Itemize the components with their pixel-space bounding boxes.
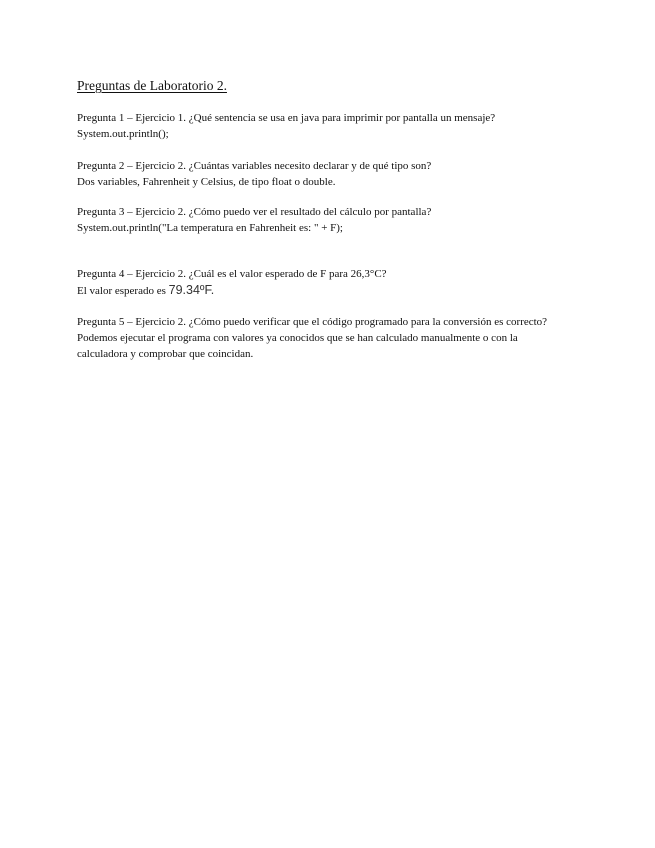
answer-4-prefix: El valor esperado es: [77, 285, 169, 297]
question-5-text: Pregunta 5 – Ejercicio 2. ¿Cómo puedo verificar que el código programado para la conversión es correcto?: [77, 316, 548, 328]
question-block-3: [77, 204, 557, 236]
question-block-4: [77, 266, 557, 299]
answer-4-line: [77, 282, 557, 299]
answer-5-text: Podemos ejecutar el programa con valores ya conocidos que se han calculado manualmente o con la calculadora y comprobar que coincidan.: [77, 332, 518, 360]
answer-4-value: 79.34ºF.: [168, 283, 215, 297]
document-title: Preguntas de Laboratorio 2.: [77, 78, 227, 93]
question-4-text: Pregunta 4 – Ejercicio 2. ¿Cuál es el valor esperado de F para 26,3°C?: [77, 268, 387, 280]
answer-1-text: System.out.println();: [77, 128, 169, 140]
question-3-text: Pregunta 3 – Ejercicio 2. ¿Cómo puedo ver el resultado del cálculo por pantalla?: [77, 206, 432, 218]
question-block-1: [77, 110, 557, 142]
answer-3-text: System.out.println("La temperatura en Fahrenheit es: " + F);: [77, 222, 343, 234]
question-2-text: Pregunta 2 – Ejercicio 2. ¿Cuántas variables necesito declarar y de qué tipo son?: [77, 160, 432, 172]
question-block-2: [77, 158, 557, 190]
answer-2-text: Dos variables, Fahrenheit y Celsius, de tipo float o double.: [77, 176, 336, 188]
question-1-text: Pregunta 1 – Ejercicio 1. ¿Qué sentencia se usa en java para imprimir por pantalla un mensaje?: [77, 112, 496, 124]
question-block-5: [77, 314, 557, 362]
